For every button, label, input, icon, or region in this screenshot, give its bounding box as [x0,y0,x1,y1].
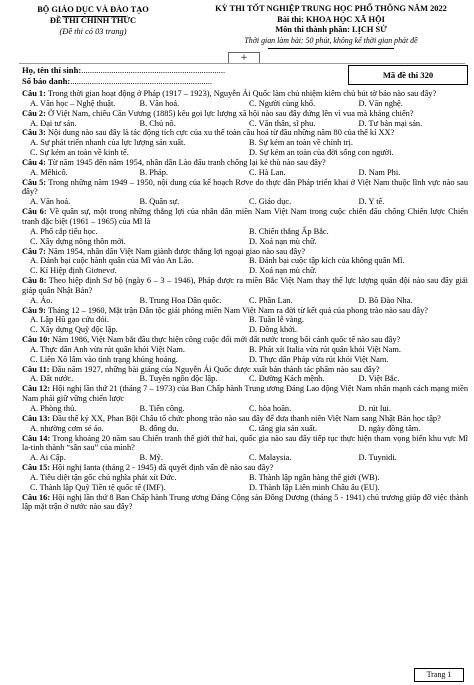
answer-option: B. Tuyên ngôn độc lập. [139,374,218,384]
question-stem [22,365,468,375]
question-stem [22,178,468,198]
answer-options [22,315,468,335]
question-number: Câu 11: [22,364,50,374]
question-text: Hội nghị lần thứ 21 (tháng 7 – 1973) của Ban Chấp hành Trung ương Đảng Lao động Việt Nam nhấn mạnh cách mạng miền Nam phải giữ vững chiến lược [22,384,468,404]
question-stem [22,276,468,296]
header-divider [19,63,465,64]
answer-option: C. Giáo dục. [249,197,292,207]
time-note: Thời gian làm bài: 50 phút, không kể thời gian phát đề [244,35,418,45]
exam-code-box: Mã đề thi 320 [348,65,468,85]
question-stem [22,89,468,99]
answer-option: C. Kí Hiệp định Giơnevơ. [30,266,117,276]
answer-option: C. Thành lập Quỹ Tiền tệ quốc tế (IMF). [30,482,166,492]
answer-options [22,404,468,414]
answer-option: B. Văn hoá. [139,98,180,108]
answer-option: D. Xoá nạn mù chữ. [249,266,317,276]
answer-option: D. Tuynidi. [358,453,397,463]
question-item [22,89,468,109]
answer-option: C. Phần Lan. [249,295,293,305]
answer-option: B. Tuần lễ vàng. [249,315,304,325]
subject-group: Bài thi: KHOA HỌC XÃ HỘI [277,14,385,24]
question-stem [22,109,468,119]
question-item [22,276,468,306]
question-item [22,365,468,385]
question-number: Câu 14: [22,433,51,443]
answer-options [22,374,468,384]
candidate-id-field[interactable]: .................................................................. [70,76,213,86]
candidate-id-row [22,76,212,86]
candidate-name-label: Họ, tên thí sinh: [22,65,82,75]
answer-option: C. Liên Xô lâm vào tình trạng khủng hoảng. [30,354,178,364]
answer-option: D. Việt Bắc. [358,374,400,384]
official-exam-label: ĐỀ THI CHÍNH THỨC [49,16,137,25]
question-number: Câu 8: [22,276,47,286]
answer-option: B. Tiến công. [139,404,185,413]
answer-options [22,473,468,493]
question-item [22,335,468,365]
answer-option: A. Đánh bại cuộc hành quân của Mĩ vào An Lão. [30,256,194,266]
answer-option: A. Thực dân Anh vừa rút quân khỏi Việt Nam. [30,344,185,354]
answer-options [22,345,468,365]
answer-option: B. Chiến thắng Ấp Bắc. [249,226,329,236]
question-text: Về quân sự, một trong những thắng lợi của nhân dân miền Nam Việt Nam trong cuộc chiến đấu chống Chiến lược Chiến tranh đặc biệt (1961 – 1965) của Mĩ là [22,207,469,226]
question-text: Trong thời gian hoạt động ở Pháp (1917 – 1923), Nguyễn Ái Quốc làm chủ nhiệm kiêm chủ bút tờ báo nào sau đây? [47,89,437,98]
answer-option: C. Đường Kách mệnh. [249,374,325,384]
answer-option: B. đông du. [139,423,179,433]
answer-option: C. tăng gia sản xuất. [249,423,318,433]
question-item [22,207,468,246]
question-item [22,247,468,277]
answer-option: C. Sự kém an toàn về kinh tế. [30,148,129,158]
header-left-underline [62,16,126,17]
answer-options [22,424,468,434]
add-button[interactable]: + [228,52,260,64]
answer-options [22,138,468,158]
question-number: Câu 1: [22,89,46,98]
question-stem [22,207,468,227]
question-text: Hội nghị Ianta (tháng 2 - 1945) đã quyết định vấn đề nào sau đây? [52,463,274,473]
answer-option: D. Bồ Đào Nha. [358,295,413,305]
question-stem [22,158,468,168]
question-text: Hội nghị lần thứ 8 Ban Chấp hành Trung ương Đảng Cộng sản Đông Dương (tháng 5 - 1941) chủ trương giúp đỡ việc thành lập mặt trận ở nước nào sau đây? [22,492,469,512]
answer-option: D. Xoá nạn mù chữ. [249,236,317,246]
answer-option: B. Pháp. [139,167,169,177]
answer-option: A. Văn học – Nghệ thuật. [30,98,116,108]
answer-option: A. Tiêu diệt tận gốc chủ nghĩa phát xít Đức. [30,472,177,482]
answer-option: A. nhường cơm sẻ áo. [30,423,104,433]
question-item [22,463,468,493]
answer-options [22,99,468,109]
question-list [22,89,468,512]
question-stem [22,335,468,345]
answer-option: A. Phố cắp tiểu học. [30,226,98,236]
ministry-name: BỘ GIÁO DỤC VÀ ĐÀO TẠO [37,5,149,14]
candidate-name-field[interactable]: ................................................................... [81,65,226,75]
answer-option: A. Lập Hũ gạo cứu đói. [30,315,109,325]
answer-option: B. Thành lập ngân hàng thế giới (WB). [249,472,380,482]
answer-options [22,168,468,178]
question-text: Trong khoảng 20 năm sau Chiến tranh thế giới thứ hai, quốc gia nào sau đây tiếp tục thực hiện tham vọng biến khu vực Mĩ la-tinh thành “sân sau” của mình? [22,433,468,453]
question-text: Đầu năm 1927, những bài giảng của Nguyễn Ái Quốc được xuất bản thành tác phẩm nào sau đây? [51,364,380,374]
header-left [18,4,168,37]
answer-option: B. Trung Hoa Dân quốc. [139,295,222,305]
answer-option: A. Áo. [30,295,53,305]
candidate-name-row [22,65,225,75]
answer-option: D. Đồng khởi. [249,325,297,335]
question-item [22,128,468,158]
answer-options [22,296,468,306]
question-item [22,178,468,208]
answer-option: B. Đánh bại cuộc tập kích của không quân Mĩ. [249,256,405,266]
answer-option: B. Mỹ. [139,453,163,463]
subject-name: Môn thi thành phần: LỊCH SỬ [275,25,387,35]
answer-option: D. Thực dân Pháp vừa rút khỏi Việt Nam. [249,354,389,364]
answer-option: A. Văn hoá. [30,197,71,207]
question-stem [22,414,468,424]
question-number: Câu 12: [22,384,51,394]
question-number: Câu 7: [22,246,46,256]
question-number: Câu 6: [22,207,47,217]
question-stem [22,434,468,454]
question-text: Tháng 12 – 1960, Mặt trận Dân tộc giải phóng miền Nam Việt Nam ra đời từ kết quả của phong trào nào sau đây? [47,305,428,315]
answer-option: A. Đại tư sản. [30,118,77,128]
page-number: Trang 1 [414,668,464,682]
question-item [22,414,468,434]
answer-option: A. Ai Cập. [30,453,66,463]
question-stem [22,493,468,513]
question-text: Trong những năm 1949 – 1950, nội dung của kế hoạch Rơve do thực dân Pháp triển khai ở Việt Nam thuộc lĩnh vực nào sau đây? [22,177,469,197]
answer-option: A. Sự phát triển nhanh của lực lượng sản xuất. [30,138,186,148]
answer-option: C. Văn thân, sĩ phu. [249,118,316,128]
question-item [22,493,468,513]
pages-note: (Đề thi có 03 trang) [59,27,127,36]
question-item [22,158,468,178]
question-number: Câu 10: [22,335,51,345]
answer-options [22,119,468,129]
exam-title: KỲ THI TỐT NGHIỆP TRUNG HỌC PHỔ THÔNG NĂM 2022 [215,4,447,13]
question-number: Câu 13: [22,413,51,423]
question-number: Câu 4: [22,157,46,167]
question-number: Câu 16: [22,492,51,502]
answer-option: D. Y tế. [358,197,385,207]
question-text: Từ năm 1945 đến năm 1954, nhân dân Lào đấu tranh chống lại kẻ thù nào sau đây? [47,157,326,167]
answer-option: C. Hà Lan. [249,167,286,177]
question-text: Đầu thế kỷ XX, Phan Bội Châu tổ chức phong trào nào sau đây để đưa thanh niên Việt Nam sang Nhật Bản học tập? [52,413,441,423]
answer-option: C. Xây dựng Quỹ độc lập. [30,325,118,335]
answer-option: C. Malaysia. [249,453,292,463]
answer-options [22,227,468,247]
question-stem [22,128,468,138]
question-number: Câu 2: [22,108,46,118]
question-item [22,434,468,464]
answer-option: C. hòa hoãn. [249,404,292,413]
question-text: Nội dung nào sau đây là tác động tích cực của xu thế toàn cầu hoá từ đầu những năm 80 của thế kỉ XX? [47,128,395,138]
answer-option: D. Tư bản mại sản. [358,118,423,128]
question-number: Câu 15: [22,463,51,473]
header-right [195,4,467,46]
answer-option: D. Thành lập Liên minh Châu âu (EU). [249,482,380,492]
answer-option: D. ngày đồng tâm. [358,423,421,433]
answer-options [22,453,468,463]
answer-options [22,197,468,207]
question-number: Câu 3: [22,128,46,138]
question-text: Năm 1986, Việt Nam bắt đầu thực hiện công cuộc đổi mới đất nước trong bối cảnh quốc tế nào sau đây? [52,335,401,345]
answer-option: D. Văn nghệ. [358,98,403,108]
answer-option: D. Nam Phi. [358,167,401,177]
question-text: Năm 1954, nhân dân Việt Nam giành được thắng lợi ngoại giao nào sau đây? [47,246,306,256]
answer-option: B. Sự kém an toàn về chính trị. [249,138,353,148]
question-number: Câu 9: [22,305,46,315]
answer-option: B. Phát xít Italia vừa rút quân khỏi Việt Nam. [249,344,401,354]
answer-option: D. Sự kém an toàn của đời sống con người. [249,148,394,158]
answer-option: C. Xây dựng nông thôn mới. [30,236,126,246]
answer-option: A. Mêhicô. [30,167,68,177]
question-item [22,306,468,336]
answer-options [22,256,468,276]
candidate-id-label: Số báo danh: [22,76,71,86]
question-stem [22,463,468,473]
answer-option: B. Quân sự. [139,197,180,207]
question-stem [22,306,468,316]
answer-option: A. Đất nước. [30,374,74,384]
answer-option: A. Phòng thủ. [30,404,77,413]
question-item [22,109,468,129]
answer-option: B. Chủ nô. [139,118,176,128]
answer-option: C. Người cùng khổ. [249,98,316,108]
header-right-underline [268,48,394,49]
question-text: Ở Việt Nam, chiếu Cần Vương (1885) kêu gọi lực lượng xã hội nào sau đây đứng lên vì vua mà kháng chiến? [47,108,414,118]
answer-option: D. rút lui. [358,404,391,413]
question-stem [22,384,468,404]
question-stem [22,247,468,257]
question-item [22,384,468,414]
question-text: Theo hiệp định Sơ bộ (ngày 6 – 3 – 1946), Pháp được ra miền Bắc Việt Nam thay thế lực lượng quân đội nào sau đây giải giáp quân Nhật Bản? [22,276,469,295]
question-number: Câu 5: [22,177,47,187]
